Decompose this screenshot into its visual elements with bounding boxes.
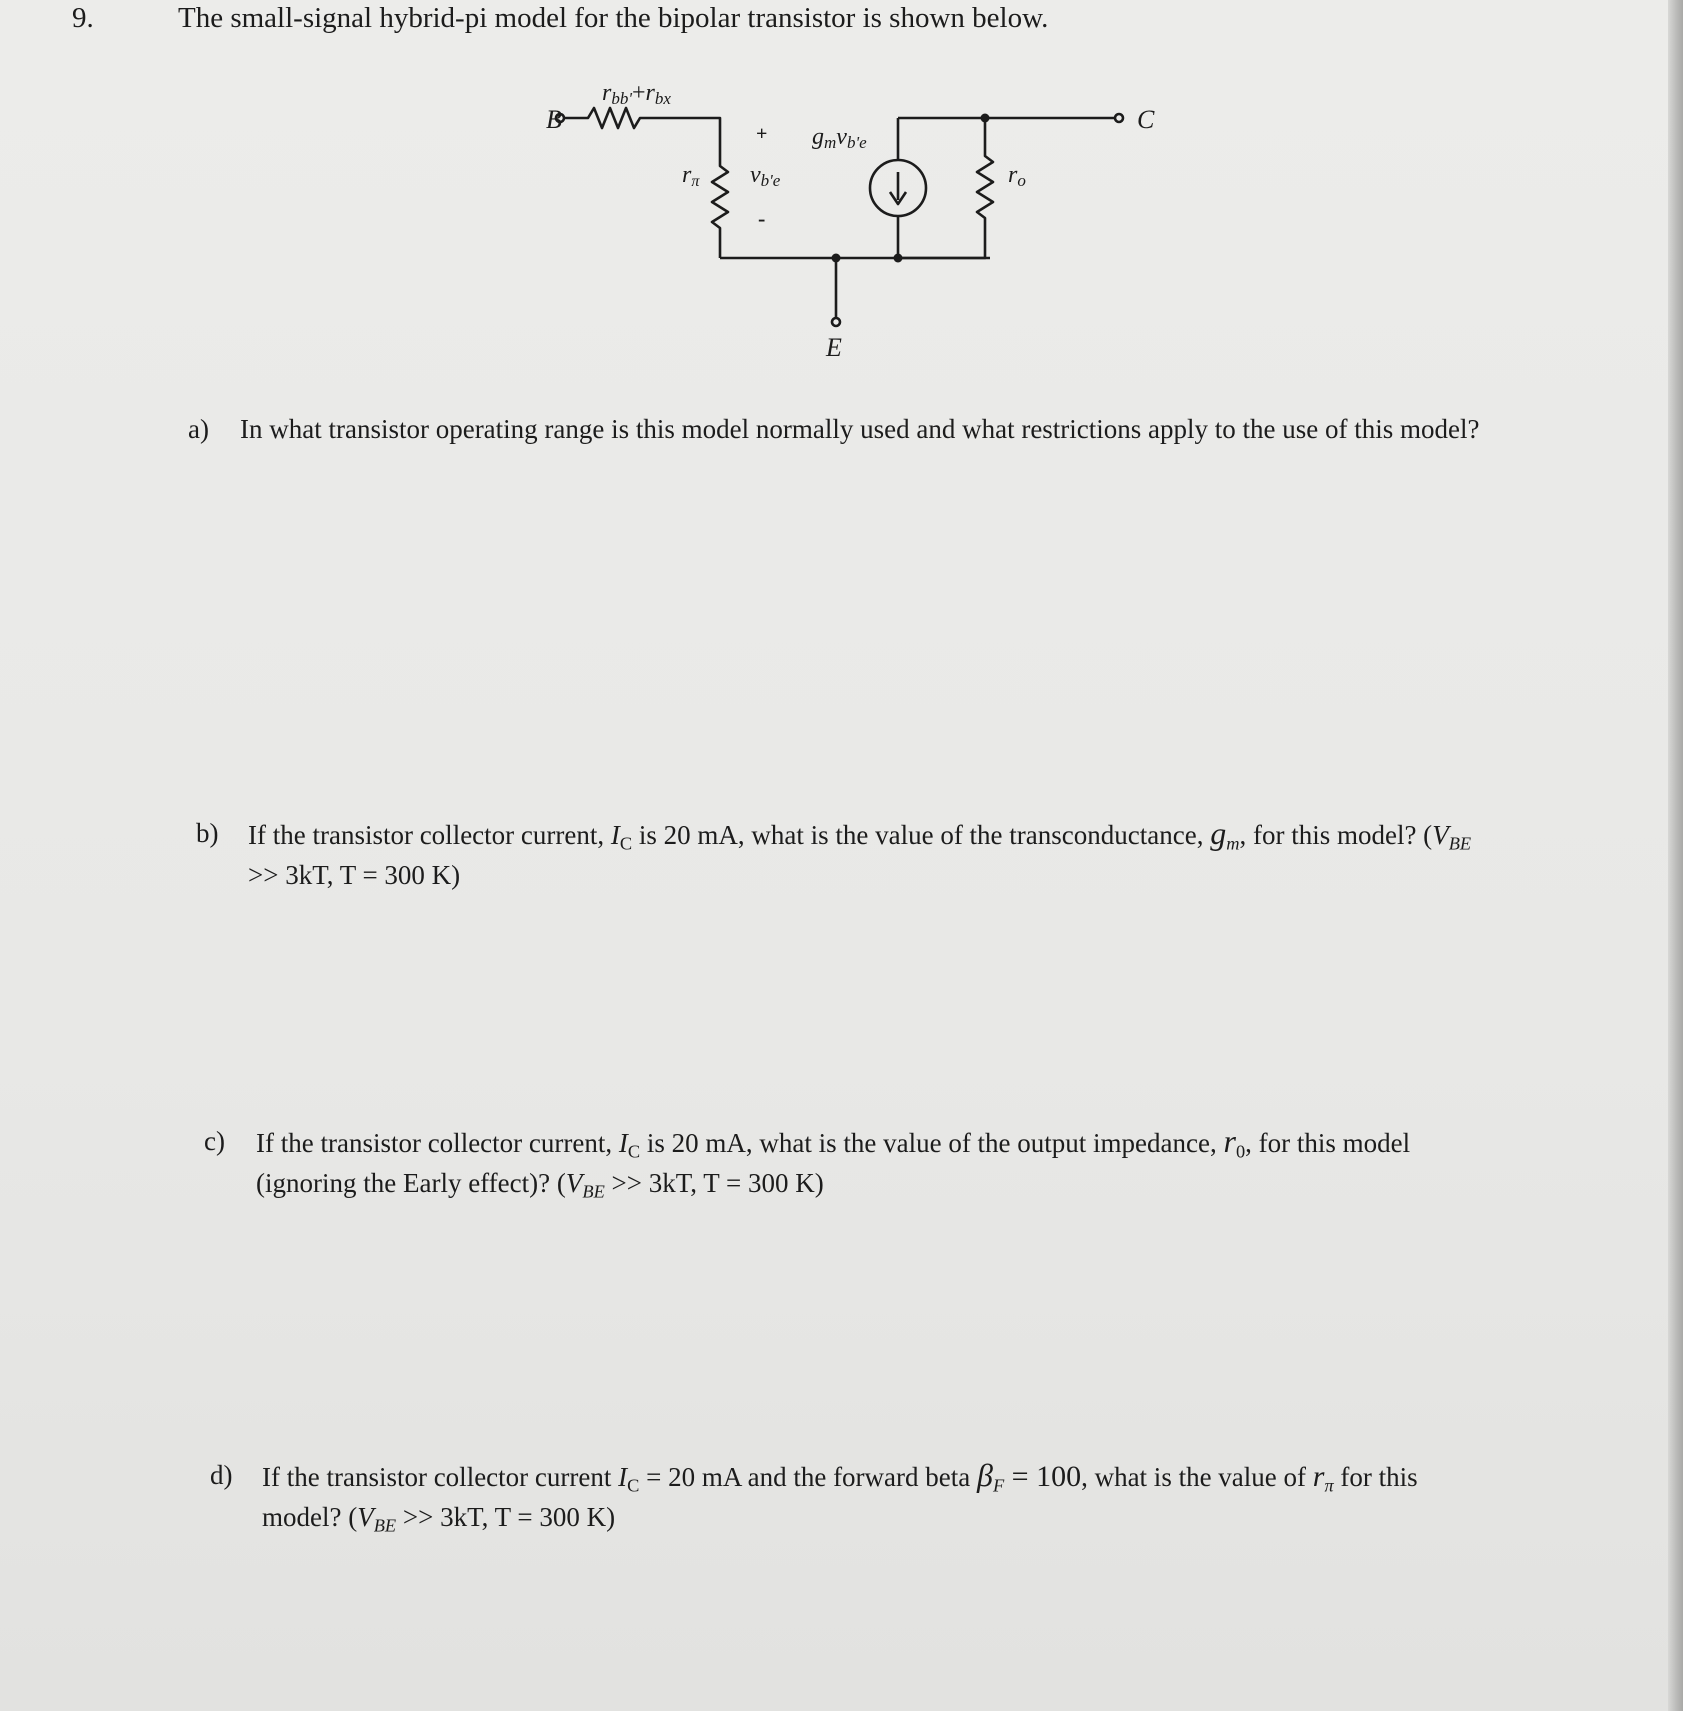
ro-resistor (898, 118, 993, 258)
collector-terminal (1115, 114, 1123, 122)
hybrid-pi-circuit-diagram (530, 70, 1155, 370)
part-b-line-1: If the transistor collector current, $I_C$ is 20 mA, what is the value of the transconductance, $g_m$, for this model? ($V_{BE}$ (248, 815, 1472, 854)
part-c-label: c) (204, 1126, 225, 1156)
rpi-resistor (712, 128, 728, 258)
part-d-line-1: If the transistor collector current $I_C = 20$ mA and the forward beta $\beta_F = 100$, what is the value of $r_\pi$ for this (262, 1457, 1418, 1496)
ro-label: ro (1008, 162, 1026, 190)
part-d-label: d) (210, 1460, 233, 1490)
part-a-text: In what transistor operating range is this model normally used and what restrictions apply to the use of this model? (240, 414, 1480, 444)
part-d-line-2: model? ($V_{BE} >> 3kT$, T = 300 K) (262, 1502, 616, 1536)
page-edge-shadow (1668, 0, 1683, 1711)
question-title: The small-signal hybrid-pi model for the bipolar transistor is shown below. (178, 2, 1049, 34)
vbe-label: vb'e (750, 162, 781, 190)
rpi-label: rπ (682, 162, 700, 190)
vbe-plus-sign: + (756, 123, 768, 145)
part-a-label: a) (188, 414, 209, 444)
rbb-rbx-label: rbb'+rbx (602, 80, 671, 108)
emitter-terminal (832, 318, 840, 326)
part-c-line-2: (ignoring the Early effect)? ($V_{BE} >> 3kT$, T = 300 K) (256, 1168, 824, 1202)
collector-label: C (1137, 105, 1155, 134)
vbe-minus-sign: - (758, 206, 766, 231)
part-c-line-1: If the transistor collector current, $I_C$ is 20 mA, what is the value of the output impedance, $r_0$, for this model (256, 1123, 1411, 1162)
gm-vbe-label: gmvb'e (812, 124, 867, 152)
rbb-rbx-resistor (564, 108, 720, 128)
part-b-line-2: >> 3kT, T = 300 K) (248, 860, 461, 890)
emitter-label: E (826, 333, 842, 362)
base-label: B (546, 105, 562, 134)
question-number: 9. (72, 2, 94, 34)
part-b-label: b) (196, 818, 219, 848)
